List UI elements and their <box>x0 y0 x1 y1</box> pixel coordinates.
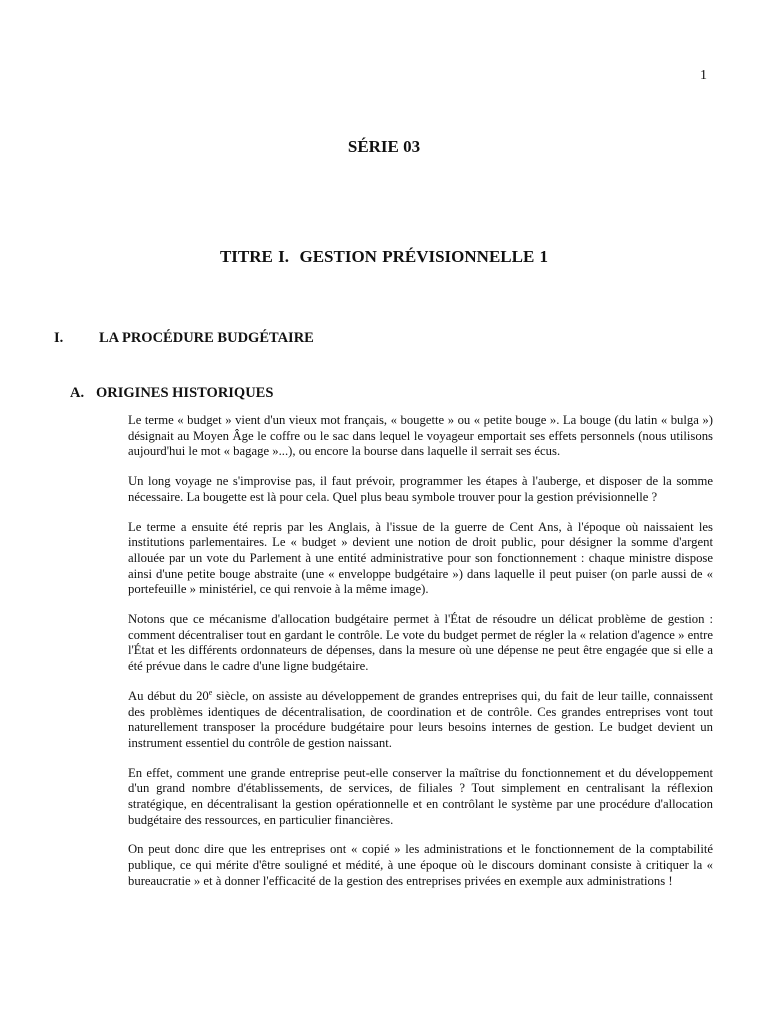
page-number: 1 <box>700 68 707 83</box>
subsection-title: ORIGINES HISTORIQUES <box>96 385 274 401</box>
paragraph-5-end: siècle, on assiste au développement de grandes entreprises qui, du fait de leur taille, connaissent des problèmes identiques de décentralisation, de coordination et de contrôle. Ces grandes entreprises vont tout naturellement transposer la procédure budgétaire pour leurs besoins internes de gestion. Le budget devient un instrument essentiel du contrôle de gestion naissant. <box>128 688 713 750</box>
section-heading <box>54 329 314 347</box>
main-title: TITRE I. GESTION PRÉVISIONNELLE 1 <box>219 247 549 266</box>
paragraph-5 <box>128 689 713 752</box>
paragraph-1: Le terme « budget » vient d'un vieux mot français, « bougette » ou « petite bouge ». La bouge (du latin « bulga ») désignait au Moyen Âge le coffre ou le sac dans lequel le voyageur emportait ses effets personnels (nous utilisons aujourd'hui le mot « bagage »...), ou encore la bourse dans laquelle il serrait ses écus. <box>128 413 713 459</box>
subsection-heading <box>70 384 273 402</box>
section-number: I. <box>54 330 64 346</box>
paragraph-2: Un long voyage ne s'improvise pas, il faut prévoir, programmer les étapes à l'auberge, et disposer de la somme nécessaire. La bougette est là pour cela. Quel plus beau symbole trouver pour la gestion prévisionnelle ? <box>128 474 713 504</box>
paragraph-7: On peut donc dire que les entreprises ont « copié » les administrations et le fonctionnement de la comptabilité publique, ce qui mérite d'être souligné et médité, à une époque où le discours dominant consiste à critiquer la « bureaucratie » et à donner l'efficacité de la gestion des entreprises privées en exemple aux administrations ! <box>128 842 713 888</box>
subsection-letter: A. <box>70 385 85 401</box>
body-text <box>128 413 713 904</box>
series-title: SÉRIE 03 <box>347 137 421 156</box>
century-superscript: e <box>208 687 213 697</box>
paragraph-4: Notons que ce mécanisme d'allocation budgétaire permet à l'État de résoudre un délicat problème de gestion : comment décentraliser tout en gardant le contrôle. Le vote du budget permet de régler la « relation d'agence » entre l'État et les différents ordonnateurs de dépenses, dans la mesure où une dépense ne peut être engagée que si elle a été prévue dans le cadre d'une ligne budgétaire. <box>128 612 713 674</box>
paragraph-3: Le terme a ensuite été repris par les Anglais, à l'issue de la guerre de Cent Ans, à l'époque où naissaient les institutions parlementaires. Le « budget » devient une notion de droit public, pour désigner la somme d'argent allouée par un vote du Parlement à une entité administrative pour son fonctionnement : chaque ministre dispose ainsi d'une petite bouge abstraite (une « enveloppe budgétaire ») dans laquelle il peut puiser (on parle aussi de « portefeuille » ministériel, ce qui renvoie à la même image). <box>128 519 713 597</box>
section-title: LA PROCÉDURE BUDGÉTAIRE <box>99 330 314 346</box>
paragraph-5-start: Au début du 20 <box>128 688 209 703</box>
paragraph-6: En effet, comment une grande entreprise peut-elle conserver la maîtrise du fonctionnement et du développement d'un grand nombre d'établissements, de services, de filiales ? Tout simplement en centralisant la réflexion stratégique, en décentralisant la gestion opérationnelle et en contrôlant le système par une procédure d'allocation budgétaire des ressources, en particulier financières. <box>128 765 713 827</box>
